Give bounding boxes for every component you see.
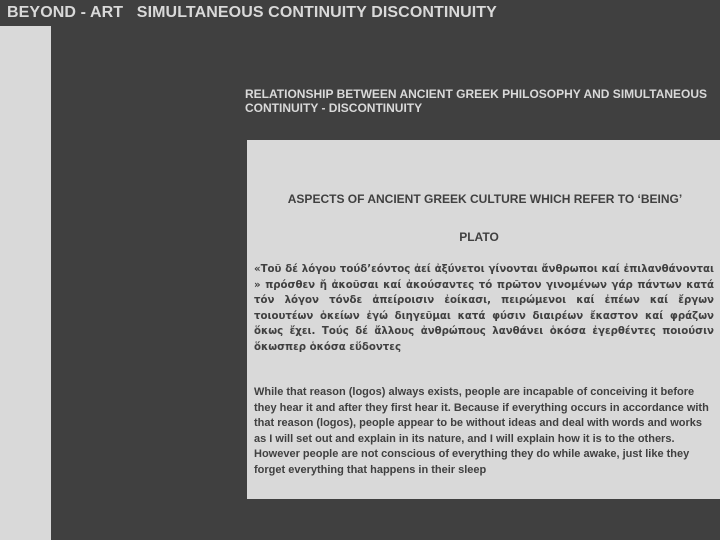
greek-quote: «Τοῦ δέ λόγου τούδ’εόντος ἀεί ἀξύνετοι γίνονται ἄνθρωποι καί ἐπιλανθάνονται » πρόσθεν ἤ ἀκοῦσαι καί ἀκούσαντες τό πρῶτον γινομένων γάρ πάντων κατά τόν λόγον τόνδε ἀπείροισιν ἐοίκασι, πειρώμενοι καί ἐπέων καί ἔργων τοιουτέων ὁκείων ἐγώ διηγεῦμαι κατά φύσιν διαιρέων ἔκαστον καί φράζων ὅκως ἔχει. Τούς δέ ἄλλους ἀνθρώπους λανθάνει ὁκόσα ἐγερθέντες ποιούσιν ὅκωσπερ ὁκόσα εὕδοντες xyxy=(254,264,714,353)
page-title: BEYOND - ART SIMULTANEOUS CONTINUITY DISCONTINUITY xyxy=(7,4,497,21)
section-heading: RELATIONSHIP BETWEEN ANCIENT GREEK PHILOSOPHY AND SIMULTANEOUS CONTINUITY - DISCONTINUITY xyxy=(245,87,708,115)
english-translation: While that reason (logos) always exists, people are incapable of conceiving it before they hear it and after they first hear it. Because if everything occurs in accordance with that reason (logos), people appear to be without ideas and deal with words and works as I will set out and explain in its nature, and I will explain how it is to the others. However people are not conscious of everything they do while awake, just like they forget everything that happens in their sleep xyxy=(254,386,709,476)
left-sidebar-bar xyxy=(0,26,51,540)
panel-title: ASPECTS OF ANCIENT GREEK CULTURE WHICH REFER TO ‘BEING’ xyxy=(287,192,683,206)
content-panel xyxy=(247,140,720,499)
panel-subtitle: PLATO xyxy=(459,230,499,244)
